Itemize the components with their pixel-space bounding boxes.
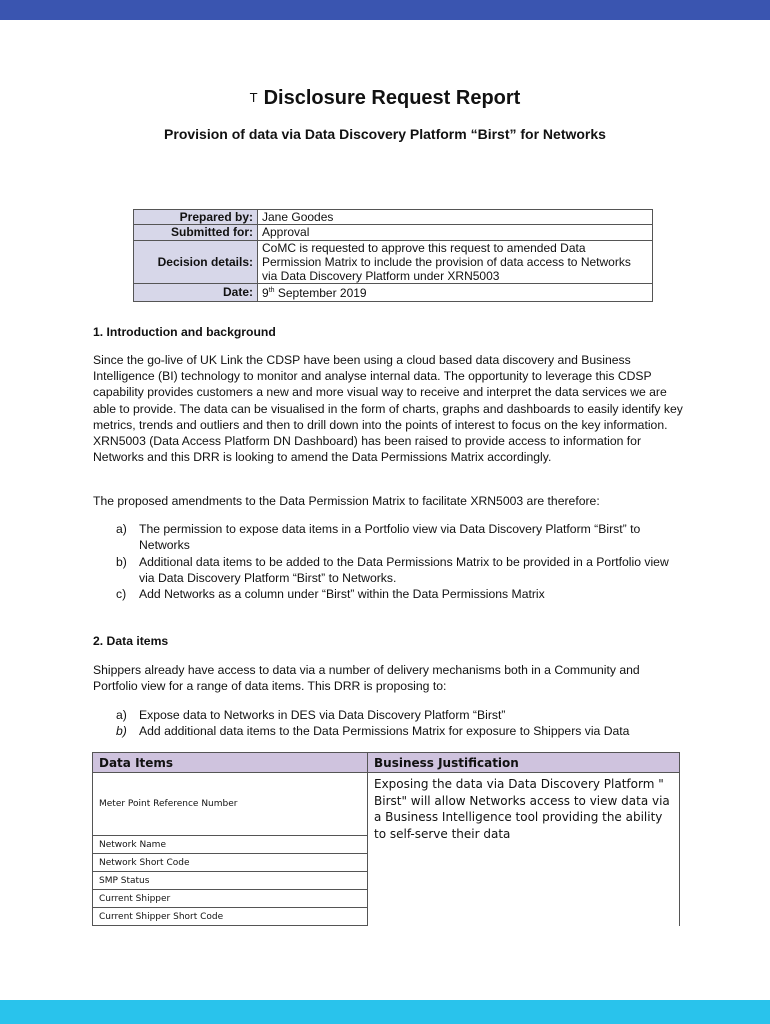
data-item-cell: Network Name: [93, 836, 368, 854]
header-business-justification: Business Justification: [368, 753, 680, 773]
list-text: Additional data items to be added to the Data Permissions Matrix to be provided in a Portfolio view via Data Discovery Platform “Birst” to Networks.: [139, 555, 669, 586]
date-row: [134, 284, 653, 301]
list-text: Expose data to Networks in DES via Data Discovery Platform “Birst”: [139, 708, 506, 722]
prepared-by-label: Prepared by:: [134, 210, 258, 225]
section1-paragraph-2: The proposed amendments to the Data Permission Matrix to facilitate XRN5003 are therefore:: [93, 494, 600, 508]
decision-value: CoMC is requested to approve this request to amended Data Permission Matrix to include the provision of data access to Networks via Data Discovery Platform under XRN5003: [258, 240, 653, 284]
decision-label: Decision details:: [134, 240, 258, 284]
section2-paragraph-1: Shippers already have access to data via a number of delivery mechanisms both in a Community and Portfolio view for a range of data items. This DRR is proposing to:: [93, 663, 640, 694]
list-marker: a): [116, 522, 127, 536]
document-subtitle: Provision of data via Data Discovery Platform “Birst” for Networks: [164, 126, 606, 142]
list-text: Add additional data items to the Data Permissions Matrix for exposure to Shippers via Data: [139, 724, 630, 738]
list-text: The permission to expose data items in a Portfolio view via Data Discovery Platform “Birst” to Networks: [139, 522, 641, 553]
date-day: 9: [262, 286, 269, 301]
list-text: Add Networks as a column under “Birst” within the Data Permissions Matrix: [139, 587, 545, 601]
submitted-for-value: Approval: [258, 225, 653, 240]
date-suffix: th: [268, 287, 275, 295]
title-line: [0, 87, 770, 110]
document-title: Disclosure Request Report: [263, 87, 521, 109]
decision-row: [134, 240, 653, 284]
header-data-items: Data Items: [93, 753, 368, 773]
top-accent-bar: [0, 0, 770, 20]
section2-heading: 2. Data items: [93, 634, 169, 648]
date-rest: September 2019: [274, 286, 367, 301]
list-marker: b): [116, 555, 127, 569]
table-row: [93, 773, 680, 836]
prepared-by-value: Jane Goodes: [258, 210, 653, 225]
prepared-by-row: [134, 210, 653, 225]
list-marker: a): [116, 708, 127, 722]
date-value: [258, 284, 653, 301]
data-item-cell: Current Shipper Short Code: [93, 908, 368, 926]
section1-paragraph-1: Since the go-live of UK Link the CDSP have been using a cloud based data discovery and Business Intelligence (BI) technology to monitor and analyse internal data. The opportunity to leverage this CDSP capability provides customers a new and more visual way to receive and interpret the data services we are able to provide. The data can be visualised in the form of charts, graphs and dashboards to easily identify key metrics, trends and outliers and then to drill down into the points of interest to focus on the key information. XRN5003 (Data Access Platform DN Dashboard) has been raised to provide access to information for Networks and this DRR is looking to amend the Data Permissions Matrix accordingly.: [93, 353, 683, 465]
metadata-table: [133, 209, 653, 302]
submitted-for-row: [134, 225, 653, 240]
data-item-cell: SMP Status: [93, 872, 368, 890]
table-header-row: [93, 753, 680, 773]
data-items-table: [92, 752, 680, 926]
section1-heading: 1. Introduction and background: [93, 325, 276, 339]
list-marker: b): [116, 724, 127, 738]
date-label: Date:: [134, 284, 258, 301]
data-item-cell: Meter Point Reference Number: [93, 773, 368, 836]
data-item-cell: Current Shipper: [93, 890, 368, 908]
bottom-accent-bar: [0, 1000, 770, 1024]
list-marker: c): [116, 587, 127, 601]
justification-cell: Exposing the data via Data Discovery Platform " Birst" will allow Networks access to view data via a Business Intelligence tool providing the ability to self-serve their data: [368, 773, 680, 926]
data-item-cell: Network Short Code: [93, 854, 368, 872]
title-prefix: T: [249, 90, 258, 105]
submitted-for-label: Submitted for:: [134, 225, 258, 240]
